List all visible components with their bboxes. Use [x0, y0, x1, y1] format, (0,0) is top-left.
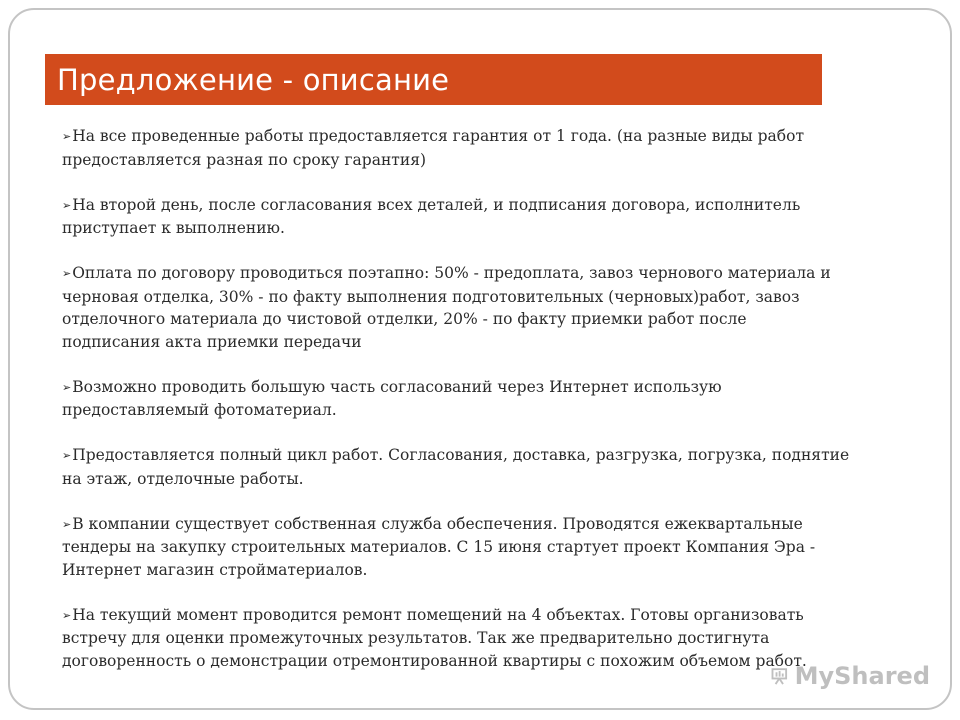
arrow-bullet-icon: ➢: [62, 449, 72, 462]
arrow-bullet-icon: ➢: [62, 380, 72, 394]
arrow-bullet-icon: ➢: [62, 517, 72, 531]
bullet-item: ➢В компании существует собственная служба обеспечения. Проводятся ежеквартальные тендеры на закупку строительных материалов. С 15 июня стартует проект Компания Эра - Интернет магазин стройматериалов.: [62, 514, 816, 579]
watermark-text: MyShared: [794, 662, 930, 690]
bullet-item: ➢Возможно проводить большую часть согласований через Интернет использую предоставляемый фотоматериал.: [62, 377, 722, 419]
slide-title: Предложение - описание: [57, 62, 450, 97]
presentation-board-icon: [770, 661, 789, 691]
bullet-item: ➢На все проведенные работы предоставляется гарантия от 1 года. (на разные виды работ предоставляется разная по сроку гарантия): [62, 127, 805, 169]
bullet-item: ➢Оплата по договору проводиться поэтапно: 50% - предоплата, завоз чернового материала и черновая отделка, 30% - по факту выполнения подготовительных (черновых)работ, завоз отделочного материала до чистовой отделки, 20% - по факту приемки работ после подписания акта приемки передачи: [62, 264, 831, 351]
arrow-bullet-icon: ➢: [62, 608, 72, 622]
watermark: [770, 660, 930, 692]
arrow-bullet-icon: ➢: [62, 198, 72, 212]
arrow-bullet-icon: ➢: [62, 267, 72, 280]
bullet-item: ➢Предоставляется полный цикл работ. Согласования, доставка, разгрузка, погрузка, поднятие на этаж, отделочные работы.: [62, 446, 850, 488]
title-bar: [45, 54, 822, 105]
arrow-bullet-icon: ➢: [62, 130, 72, 143]
bullet-list: [62, 125, 882, 672]
bullet-item: ➢На текущий момент проводится ремонт помещений на 4 объектах. Готовы организовать встречу для оценки промежуточных результатов. Так же предварительно достигнута договоренность о демонстрации отремонтированной квартиры с похожим объемом работ.: [62, 605, 807, 670]
bullet-item: ➢На второй день, после согласования всех деталей, и подписания договора, исполнитель приступает к выполнению.: [62, 195, 801, 237]
